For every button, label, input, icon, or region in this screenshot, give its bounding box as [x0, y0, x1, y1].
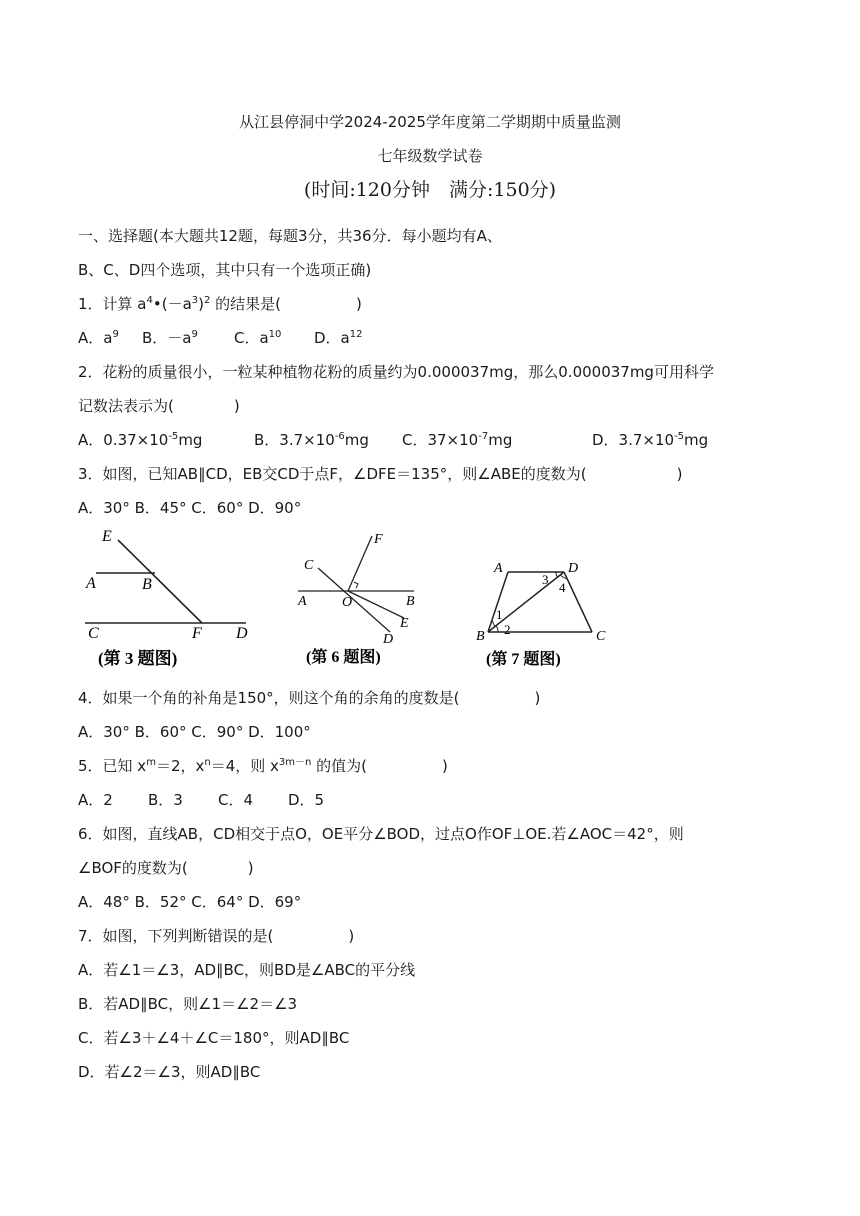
label-angle-4: 4 — [559, 580, 566, 595]
label-d: D — [236, 625, 248, 642]
label-f: F — [374, 532, 383, 547]
school-title: 从江县停洞中学2024-2025学年度第二学期期中质量监测 — [239, 113, 621, 131]
label-e: E — [400, 616, 409, 631]
question-2-options: A．$0.37\times 10^{-5}mg$ B．$3.7\times 10^{-6}mg$ C．$37\times 10^{-7}mg$ D．$3.7\times 10^{-5}mg$ — [78, 431, 709, 449]
label-e: E — [102, 528, 112, 545]
question-1-stem: 1．计算 $a^4•(-a^3)^2$ 的结果是( ) — [78, 295, 362, 313]
section-heading-line2: B、C、D四个选项，其中只有一个选项正确) — [78, 261, 372, 279]
label-a: A — [494, 561, 503, 576]
question-2-stem-line2: 记数法表示为( ) — [78, 397, 240, 415]
figure-3-caption: (第 3 题图) — [98, 649, 178, 668]
question-5-stem: 5．已知 $x^m=2$，$x^n=4$，则 $x^{3m-n}$ 的值为( ) — [78, 757, 448, 775]
label-angle-3: 3 — [542, 572, 549, 587]
question-7-option-d: D．若∠2＝∠3，则AD∥BC — [78, 1063, 261, 1081]
question-4-stem: 4．如果一个角的补角是150°，则这个角的余角的度数是( ) — [78, 689, 541, 707]
label-b: B — [406, 594, 415, 609]
question-6-stem-line1: 6．如图，直线AB，CD相交于点O，OE平分∠BOD，过点O作OF⊥OE.若∠AOC＝42°，则 — [78, 825, 684, 843]
question-3-stem: 3．如图，已知AB∥CD，EB交CD于点F，∠DFE＝135°，则∠ABE的度数为( ) — [78, 465, 683, 483]
question-7-option-b: B．若AD∥BC，则∠1＝∠2＝∠3 — [78, 995, 298, 1013]
question-1-options: A．$a^9$ B．$-a^9$ C．$a^{10}$ D．$a^{12}$ — [78, 329, 363, 347]
label-d: D — [383, 632, 394, 647]
label-b: B — [476, 629, 485, 644]
question-5-options: A．2 B．3 C．4 D．5 — [78, 791, 325, 809]
section-heading-line1: 一、选择题(本大题共12题，每题3分，共36分．每小题均有A、 — [78, 227, 502, 245]
label-o: O — [342, 595, 353, 610]
figure-3 — [80, 526, 260, 678]
question-7-option-a: A．若∠1＝∠3，AD∥BC，则BD是∠ABC的平分线 — [78, 961, 416, 979]
question-7-stem: 7．如图，下列判断错误的是( ) — [78, 927, 355, 945]
figure-6 — [292, 526, 432, 678]
label-d: D — [568, 561, 579, 576]
question-6-options: A．48° B．52° C．64° D．69° — [78, 893, 302, 911]
subject-title: 七年级数学试卷 — [377, 147, 483, 165]
time-info: (时间:120分钟 满分:150分) — [303, 179, 557, 201]
label-a: A — [298, 594, 307, 609]
label-f: F — [192, 625, 202, 642]
label-a: A — [86, 575, 96, 592]
label-c: C — [596, 629, 606, 644]
label-c: C — [304, 558, 314, 573]
figure-7-caption: (第 7 题图) — [486, 651, 561, 668]
label-angle-1: 1 — [496, 607, 503, 622]
question-6-stem-line2: ∠BOF的度数为( ) — [78, 859, 254, 877]
question-2-stem-line1: 2．花粉的质量很小，一粒某种植物花粉的质量约为0.000037mg，那么0.000037mg可用科学 — [78, 363, 714, 381]
label-b: B — [142, 576, 152, 593]
label-c: C — [88, 625, 99, 642]
question-3-options: A．30° B．45° C．60° D．90° — [78, 499, 302, 517]
question-4-options: A．30° B．60° C．90° D．100° — [78, 723, 311, 741]
figure-6-caption: (第 6 题图) — [306, 649, 381, 666]
question-7-option-c: C．若∠3＋∠4＋∠C＝180°，则AD∥BC — [78, 1029, 350, 1047]
label-angle-2: 2 — [504, 622, 511, 637]
figure-7 — [468, 552, 618, 678]
